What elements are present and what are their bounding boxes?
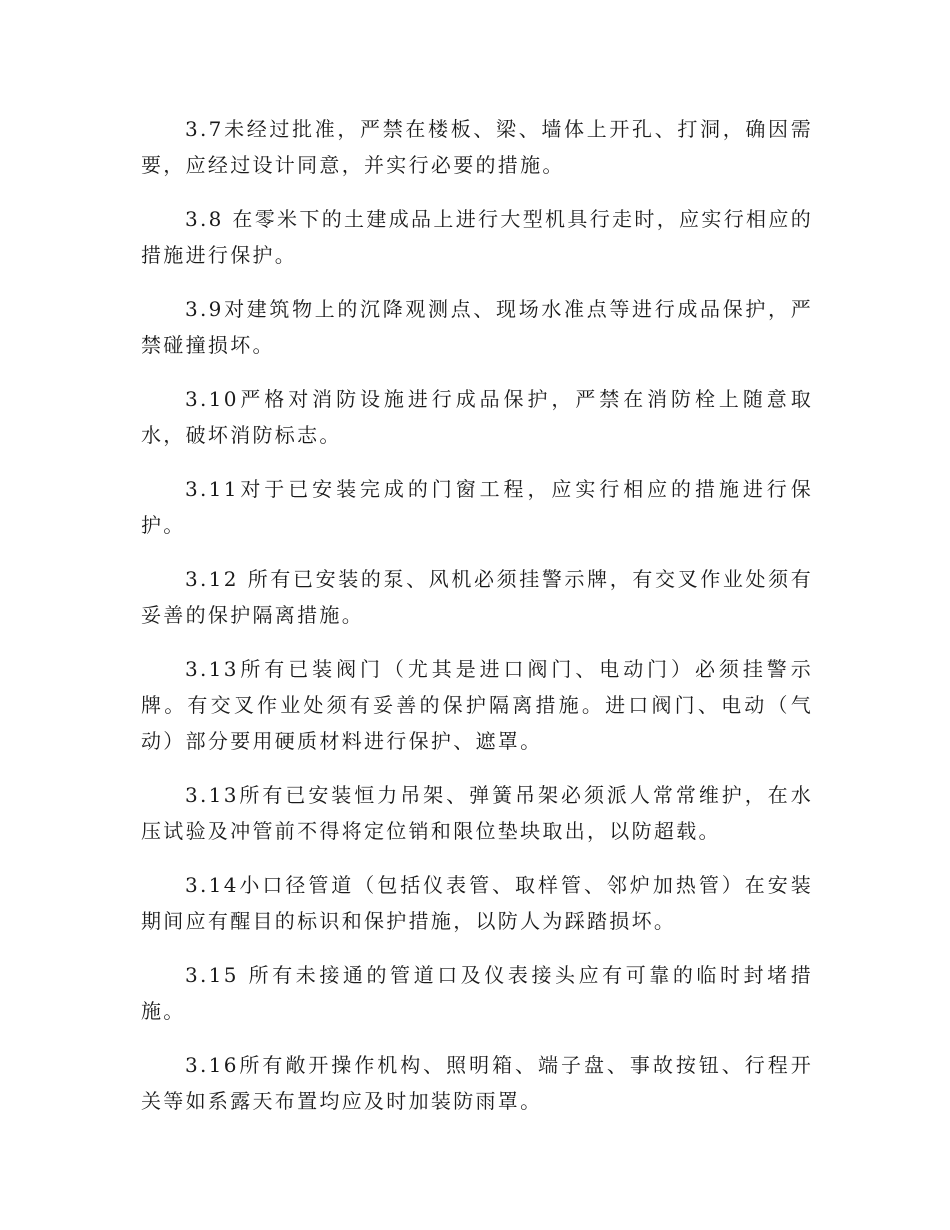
paragraph-3-13-valves: 3.13所有已装阀门（尤其是进口阀门、电动门）必须挂警示牌。有交叉作业处须有妥善的保护隔离措施。进口阀门、电动（气动）部分要用硬质材料进行保护、遮罩。 <box>141 657 813 753</box>
paragraph-3-10: 3.10严格对消防设施进行成品保护，严禁在消防栓上随意取水，破坏消防标志。 <box>141 387 813 447</box>
paragraph-3-12: 3.12 所有已安装的泵、风机必须挂警示牌，有交叉作业处须有妥善的保护隔离措施。 <box>141 567 813 627</box>
paragraph-3-9: 3.9对建筑物上的沉降观测点、现场水准点等进行成品保护，严禁碰撞损坏。 <box>141 297 813 357</box>
paragraph-3-16: 3.16所有敞开操作机构、照明箱、端子盘、事故按钮、行程开关等如系露天布置均应及时加装防雨罩。 <box>141 1053 813 1113</box>
paragraph-3-7: 3.7未经过批准，严禁在楼板、梁、墙体上开孔、打洞，确因需要，应经过设计同意，并实行必要的措施。 <box>141 117 813 177</box>
paragraph-3-14: 3.14小口径管道（包括仪表管、取样管、邻炉加热管）在安装期间应有醒目的标识和保护措施，以防人为踩踏损坏。 <box>141 873 813 933</box>
paragraph-3-11: 3.11对于已安装完成的门窗工程，应实行相应的措施进行保护。 <box>141 477 813 537</box>
paragraph-3-13-hangers: 3.13所有已安装恒力吊架、弹簧吊架必须派人常常维护，在水压试验及冲管前不得将定位销和限位垫块取出，以防超载。 <box>141 783 813 843</box>
paragraph-3-15: 3.15 所有未接通的管道口及仪表接头应有可靠的临时封堵措施。 <box>141 963 813 1023</box>
paragraph-3-8: 3.8 在零米下的土建成品上进行大型机具行走时，应实行相应的措施进行保护。 <box>141 207 813 267</box>
document-body <box>141 111 813 1137</box>
